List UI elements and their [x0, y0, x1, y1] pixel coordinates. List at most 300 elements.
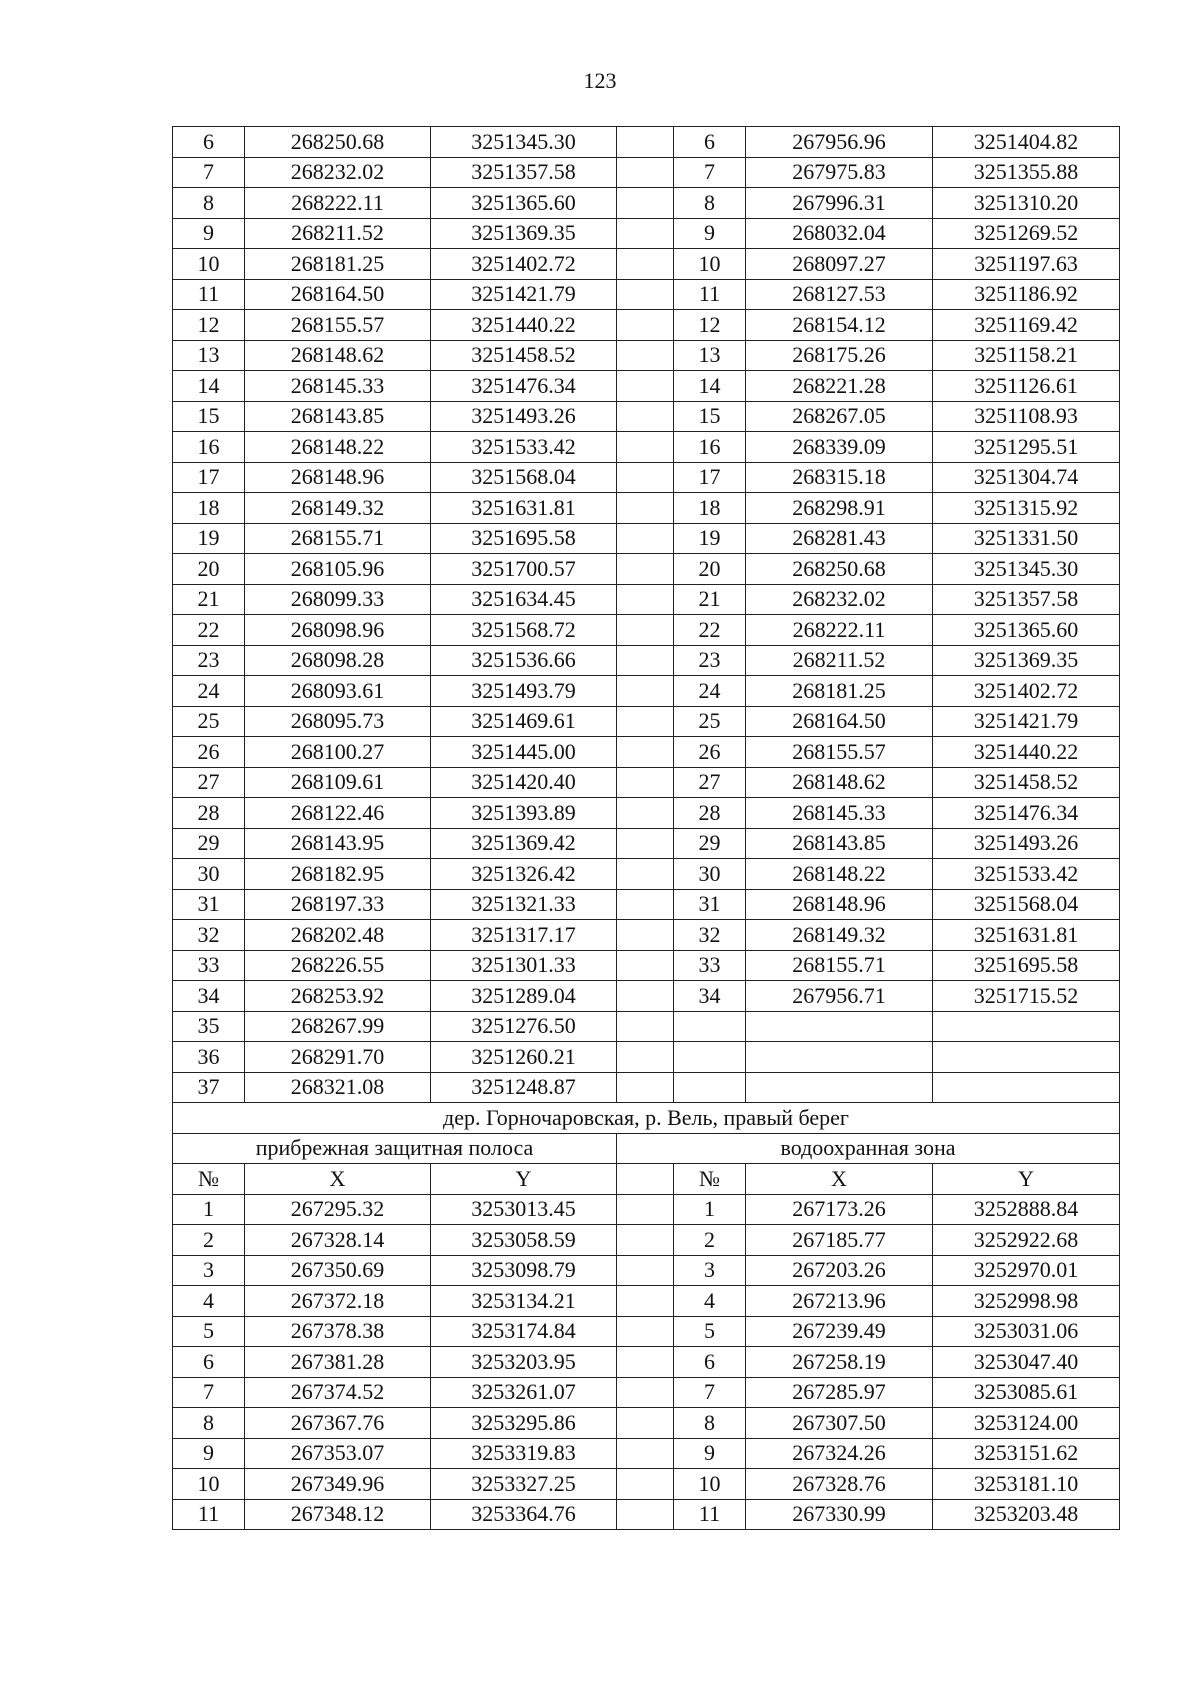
x-coordinate-cell: 268267.99	[245, 1011, 431, 1042]
spacer-cell	[617, 1316, 674, 1347]
y-coordinate-cell: 3253085.61	[933, 1377, 1120, 1408]
point-number-cell: 4	[173, 1286, 245, 1317]
point-number-cell: 17	[173, 462, 245, 493]
point-number-cell: 25	[173, 706, 245, 737]
table-row	[173, 127, 1120, 158]
point-number-cell: 7	[173, 157, 245, 188]
point-number-cell: 19	[173, 523, 245, 554]
x-coordinate-cell: 268032.04	[746, 218, 933, 249]
point-number-cell: 26	[674, 737, 746, 768]
point-number-cell: 35	[173, 1011, 245, 1042]
table-row	[173, 798, 1120, 829]
point-number-cell: 10	[173, 1469, 245, 1500]
x-coordinate-cell: 268321.08	[245, 1072, 431, 1103]
point-number-cell: 10	[674, 249, 746, 280]
x-coordinate-cell	[746, 1042, 933, 1073]
spacer-cell	[617, 279, 674, 310]
table-row	[173, 1194, 1120, 1225]
point-number-cell: 8	[173, 1408, 245, 1439]
x-coordinate-cell: 267350.69	[245, 1255, 431, 1286]
y-coordinate-cell: 3251326.42	[431, 859, 617, 890]
point-number-cell: 34	[173, 981, 245, 1012]
y-coordinate-cell: 3253203.48	[933, 1499, 1120, 1530]
x-coordinate-cell: 268202.48	[245, 920, 431, 951]
point-number-cell: 17	[674, 462, 746, 493]
group-header-coastal-strip: прибрежная защитная полоса	[173, 1133, 617, 1164]
y-coordinate-cell: 3251568.72	[431, 615, 617, 646]
x-coordinate-cell: 268175.26	[746, 340, 933, 371]
point-number-cell: 22	[173, 615, 245, 646]
point-number-cell: 31	[674, 889, 746, 920]
spacer-cell	[617, 1255, 674, 1286]
section-title-row	[173, 1103, 1120, 1134]
point-number-cell: 2	[173, 1225, 245, 1256]
y-coordinate-cell: 3251458.52	[933, 767, 1120, 798]
point-number-cell: 27	[674, 767, 746, 798]
x-coordinate-cell: 268250.68	[746, 554, 933, 585]
y-coordinate-cell: 3251476.34	[933, 798, 1120, 829]
spacer-cell	[617, 554, 674, 585]
x-coordinate-cell: 268267.05	[746, 401, 933, 432]
y-coordinate-cell: 3251317.17	[431, 920, 617, 951]
x-coordinate-cell: 268148.22	[245, 432, 431, 463]
point-number-cell: 15	[173, 401, 245, 432]
x-coordinate-cell: 268145.33	[245, 371, 431, 402]
x-coordinate-cell: 268154.12	[746, 310, 933, 341]
spacer-cell	[617, 1194, 674, 1225]
point-number-cell: 15	[674, 401, 746, 432]
spacer-cell	[617, 1225, 674, 1256]
y-coordinate-cell: 3251402.72	[933, 676, 1120, 707]
y-coordinate-cell: 3251458.52	[431, 340, 617, 371]
point-number-cell: 33	[173, 950, 245, 981]
point-number-cell: 24	[173, 676, 245, 707]
y-coordinate-cell: 3251345.30	[431, 127, 617, 158]
x-coordinate-cell: 267378.38	[245, 1316, 431, 1347]
table-row	[173, 615, 1120, 646]
point-number-cell: 24	[674, 676, 746, 707]
x-coordinate-cell: 268164.50	[746, 706, 933, 737]
point-number-cell: 8	[674, 188, 746, 219]
point-number-cell: 21	[674, 584, 746, 615]
x-coordinate-cell: 267975.83	[746, 157, 933, 188]
point-number-cell: 9	[674, 218, 746, 249]
x-coordinate-cell: 267381.28	[245, 1347, 431, 1378]
x-coordinate-cell: 268148.96	[746, 889, 933, 920]
y-coordinate-cell: 3251695.58	[431, 523, 617, 554]
table-row	[173, 676, 1120, 707]
x-coordinate-cell	[746, 1072, 933, 1103]
spacer-cell	[617, 401, 674, 432]
point-number-cell: 14	[173, 371, 245, 402]
table-row	[173, 1042, 1120, 1073]
y-coordinate-cell	[933, 1072, 1120, 1103]
y-coordinate-cell: 3251197.63	[933, 249, 1120, 280]
spacer-cell	[617, 1286, 674, 1317]
point-number-cell: 29	[173, 828, 245, 859]
point-number-cell: 20	[674, 554, 746, 585]
x-coordinate-cell: 268148.62	[746, 767, 933, 798]
y-coordinate-cell: 3251568.04	[431, 462, 617, 493]
x-coordinate-cell: 268148.22	[746, 859, 933, 890]
spacer-cell	[617, 127, 674, 158]
x-coordinate-cell: 268339.09	[746, 432, 933, 463]
x-coordinate-cell: 267213.96	[746, 1286, 933, 1317]
y-coordinate-cell: 3253151.62	[933, 1438, 1120, 1469]
y-coordinate-cell: 3251289.04	[431, 981, 617, 1012]
y-coordinate-cell: 3253031.06	[933, 1316, 1120, 1347]
x-coordinate-cell: 268155.71	[245, 523, 431, 554]
point-number-cell: 3	[173, 1255, 245, 1286]
point-number-cell: 13	[173, 340, 245, 371]
x-coordinate-cell: 267330.99	[746, 1499, 933, 1530]
y-coordinate-cell	[933, 1042, 1120, 1073]
y-coordinate-cell: 3251421.79	[933, 706, 1120, 737]
table-row	[173, 279, 1120, 310]
column-header-y: Y	[933, 1164, 1120, 1195]
table-row	[173, 737, 1120, 768]
x-coordinate-cell: 268099.33	[245, 584, 431, 615]
spacer-cell	[617, 615, 674, 646]
table-row	[173, 493, 1120, 524]
table-row	[173, 157, 1120, 188]
table-row	[173, 1255, 1120, 1286]
x-coordinate-cell: 268253.92	[245, 981, 431, 1012]
y-coordinate-cell: 3251295.51	[933, 432, 1120, 463]
point-number-cell: 2	[674, 1225, 746, 1256]
spacer-cell	[617, 371, 674, 402]
point-number-cell: 10	[173, 249, 245, 280]
x-coordinate-cell: 267239.49	[746, 1316, 933, 1347]
y-coordinate-cell: 3253261.07	[431, 1377, 617, 1408]
x-coordinate-cell: 267185.77	[746, 1225, 933, 1256]
spacer-cell	[617, 645, 674, 676]
point-number-cell: 19	[674, 523, 746, 554]
point-number-cell: 7	[173, 1377, 245, 1408]
x-coordinate-cell: 268250.68	[245, 127, 431, 158]
table-row	[173, 950, 1120, 981]
x-coordinate-cell: 268221.28	[746, 371, 933, 402]
table-row	[173, 767, 1120, 798]
column-header-number: №	[674, 1164, 746, 1195]
table-row	[173, 340, 1120, 371]
spacer-cell	[617, 1469, 674, 1500]
group-header-row	[173, 1133, 1120, 1164]
spacer-cell	[617, 1499, 674, 1530]
point-number-cell: 7	[674, 1377, 746, 1408]
point-number-cell: 1	[674, 1194, 746, 1225]
point-number-cell: 27	[173, 767, 245, 798]
point-number-cell: 6	[674, 1347, 746, 1378]
column-header-x: X	[746, 1164, 933, 1195]
point-number-cell: 37	[173, 1072, 245, 1103]
x-coordinate-cell: 268232.02	[245, 157, 431, 188]
point-number-cell: 32	[674, 920, 746, 951]
table-row	[173, 920, 1120, 951]
point-number-cell: 30	[674, 859, 746, 890]
point-number-cell: 23	[674, 645, 746, 676]
column-header-row	[173, 1164, 1120, 1195]
spacer-cell	[617, 950, 674, 981]
x-coordinate-cell: 267324.26	[746, 1438, 933, 1469]
table-row	[173, 1499, 1120, 1530]
y-coordinate-cell: 3251420.40	[431, 767, 617, 798]
y-coordinate-cell: 3253098.79	[431, 1255, 617, 1286]
spacer-cell	[617, 889, 674, 920]
y-coordinate-cell: 3251404.82	[933, 127, 1120, 158]
column-header-y: Y	[431, 1164, 617, 1195]
point-number-cell: 33	[674, 950, 746, 981]
x-coordinate-cell: 268211.52	[245, 218, 431, 249]
point-number-cell: 10	[674, 1469, 746, 1500]
x-coordinate-cell: 268222.11	[245, 188, 431, 219]
x-coordinate-cell: 268098.28	[245, 645, 431, 676]
point-number-cell: 28	[674, 798, 746, 829]
table-row	[173, 706, 1120, 737]
y-coordinate-cell: 3251493.26	[431, 401, 617, 432]
point-number-cell: 29	[674, 828, 746, 859]
x-coordinate-cell: 268155.57	[245, 310, 431, 341]
y-coordinate-cell: 3251186.92	[933, 279, 1120, 310]
y-coordinate-cell: 3253364.76	[431, 1499, 617, 1530]
x-coordinate-cell: 268226.55	[245, 950, 431, 981]
spacer-cell	[617, 584, 674, 615]
point-number-cell: 11	[674, 1499, 746, 1530]
y-coordinate-cell: 3251568.04	[933, 889, 1120, 920]
point-number-cell: 7	[674, 157, 746, 188]
column-header-number: №	[173, 1164, 245, 1195]
x-coordinate-cell: 268145.33	[746, 798, 933, 829]
x-coordinate-cell: 268164.50	[245, 279, 431, 310]
x-coordinate-cell: 267996.31	[746, 188, 933, 219]
x-coordinate-cell: 268181.25	[245, 249, 431, 280]
point-number-cell: 6	[674, 127, 746, 158]
point-number-cell: 36	[173, 1042, 245, 1073]
point-number-cell: 26	[173, 737, 245, 768]
spacer-cell	[617, 767, 674, 798]
spacer-cell	[617, 1011, 674, 1042]
y-coordinate-cell: 3251440.22	[431, 310, 617, 341]
x-coordinate-cell	[746, 1011, 933, 1042]
y-coordinate-cell: 3251355.88	[933, 157, 1120, 188]
x-coordinate-cell: 268211.52	[746, 645, 933, 676]
point-number-cell: 11	[173, 1499, 245, 1530]
spacer-cell	[617, 859, 674, 890]
y-coordinate-cell: 3253295.86	[431, 1408, 617, 1439]
spacer-cell	[617, 310, 674, 341]
x-coordinate-cell: 268291.70	[245, 1042, 431, 1073]
spacer-cell	[617, 1377, 674, 1408]
x-coordinate-cell: 267328.76	[746, 1469, 933, 1500]
y-coordinate-cell: 3251169.42	[933, 310, 1120, 341]
point-number-cell: 4	[674, 1286, 746, 1317]
point-number-cell: 3	[674, 1255, 746, 1286]
x-coordinate-cell: 268143.95	[245, 828, 431, 859]
x-coordinate-cell: 267353.07	[245, 1438, 431, 1469]
table-row	[173, 1286, 1120, 1317]
spacer-cell	[617, 462, 674, 493]
y-coordinate-cell: 3251631.81	[933, 920, 1120, 951]
point-number-cell: 12	[674, 310, 746, 341]
y-coordinate-cell: 3251345.30	[933, 554, 1120, 585]
y-coordinate-cell: 3253058.59	[431, 1225, 617, 1256]
point-number-cell	[674, 1011, 746, 1042]
group-header-water-protection-zone: водоохранная зона	[617, 1133, 1120, 1164]
point-number-cell	[674, 1042, 746, 1073]
table-row	[173, 1316, 1120, 1347]
table-row	[173, 523, 1120, 554]
x-coordinate-cell: 268127.53	[746, 279, 933, 310]
x-coordinate-cell: 267956.71	[746, 981, 933, 1012]
x-coordinate-cell: 268105.96	[245, 554, 431, 585]
point-number-cell: 9	[173, 218, 245, 249]
y-coordinate-cell: 3251369.42	[431, 828, 617, 859]
y-coordinate-cell	[933, 1011, 1120, 1042]
spacer-cell	[617, 828, 674, 859]
point-number-cell: 30	[173, 859, 245, 890]
spacer-cell	[617, 1347, 674, 1378]
y-coordinate-cell: 3251276.50	[431, 1011, 617, 1042]
point-number-cell: 18	[674, 493, 746, 524]
table-row	[173, 188, 1120, 219]
x-coordinate-cell: 268281.43	[746, 523, 933, 554]
spacer-cell	[617, 1438, 674, 1469]
y-coordinate-cell: 3251310.20	[933, 188, 1120, 219]
point-number-cell: 11	[674, 279, 746, 310]
y-coordinate-cell: 3252970.01	[933, 1255, 1120, 1286]
y-coordinate-cell: 3251715.52	[933, 981, 1120, 1012]
y-coordinate-cell: 3253124.00	[933, 1408, 1120, 1439]
spacer-cell	[617, 249, 674, 280]
spacer-cell	[617, 981, 674, 1012]
spacer-cell	[617, 1408, 674, 1439]
x-coordinate-cell: 268095.73	[245, 706, 431, 737]
point-number-cell: 1	[173, 1194, 245, 1225]
x-coordinate-cell: 268155.71	[746, 950, 933, 981]
x-coordinate-cell: 268155.57	[746, 737, 933, 768]
y-coordinate-cell: 3252922.68	[933, 1225, 1120, 1256]
x-coordinate-cell: 268109.61	[245, 767, 431, 798]
y-coordinate-cell: 3251634.45	[431, 584, 617, 615]
y-coordinate-cell: 3251158.21	[933, 340, 1120, 371]
x-coordinate-cell: 267328.14	[245, 1225, 431, 1256]
y-coordinate-cell: 3251315.92	[933, 493, 1120, 524]
spacer-cell	[617, 188, 674, 219]
section-title: дер. Горночаровская, р. Вель, правый берег	[173, 1103, 1120, 1134]
y-coordinate-cell: 3251357.58	[933, 584, 1120, 615]
y-coordinate-cell: 3251700.57	[431, 554, 617, 585]
x-coordinate-cell: 268143.85	[245, 401, 431, 432]
x-coordinate-cell: 268181.25	[746, 676, 933, 707]
y-coordinate-cell: 3253047.40	[933, 1347, 1120, 1378]
x-coordinate-cell: 267348.12	[245, 1499, 431, 1530]
y-coordinate-cell: 3251269.52	[933, 218, 1120, 249]
point-number-cell: 8	[674, 1408, 746, 1439]
point-number-cell: 21	[173, 584, 245, 615]
spacer-cell	[617, 1042, 674, 1073]
x-coordinate-cell: 267372.18	[245, 1286, 431, 1317]
table-row	[173, 1072, 1120, 1103]
x-coordinate-cell: 268315.18	[746, 462, 933, 493]
x-coordinate-cell: 268148.96	[245, 462, 431, 493]
y-coordinate-cell: 3252888.84	[933, 1194, 1120, 1225]
table-row	[173, 432, 1120, 463]
y-coordinate-cell: 3251126.61	[933, 371, 1120, 402]
x-coordinate-cell: 267258.19	[746, 1347, 933, 1378]
table-row	[173, 1377, 1120, 1408]
spacer-cell	[617, 920, 674, 951]
y-coordinate-cell: 3251695.58	[933, 950, 1120, 981]
table-row	[173, 371, 1120, 402]
table-row	[173, 584, 1120, 615]
x-coordinate-cell: 268222.11	[746, 615, 933, 646]
table-row	[173, 1347, 1120, 1378]
y-coordinate-cell: 3251248.87	[431, 1072, 617, 1103]
spacer-cell	[617, 1164, 674, 1195]
y-coordinate-cell: 3251108.93	[933, 401, 1120, 432]
point-number-cell: 28	[173, 798, 245, 829]
table-row	[173, 981, 1120, 1012]
point-number-cell: 12	[173, 310, 245, 341]
spacer-cell	[617, 493, 674, 524]
y-coordinate-cell: 3251421.79	[431, 279, 617, 310]
table-row	[173, 828, 1120, 859]
point-number-cell: 5	[173, 1316, 245, 1347]
table-row	[173, 889, 1120, 920]
table-row	[173, 1438, 1120, 1469]
x-coordinate-cell: 268148.62	[245, 340, 431, 371]
spacer-cell	[617, 157, 674, 188]
y-coordinate-cell: 3253203.95	[431, 1347, 617, 1378]
point-number-cell: 9	[674, 1438, 746, 1469]
point-number-cell: 6	[173, 127, 245, 158]
x-coordinate-cell: 268149.32	[245, 493, 431, 524]
spacer-cell	[617, 523, 674, 554]
x-coordinate-cell: 267203.26	[746, 1255, 933, 1286]
point-number-cell	[674, 1072, 746, 1103]
y-coordinate-cell: 3251402.72	[431, 249, 617, 280]
point-number-cell: 25	[674, 706, 746, 737]
x-coordinate-cell: 268182.95	[245, 859, 431, 890]
x-coordinate-cell: 268093.61	[245, 676, 431, 707]
table-row	[173, 1469, 1120, 1500]
point-number-cell: 6	[173, 1347, 245, 1378]
y-coordinate-cell: 3251476.34	[431, 371, 617, 402]
table-row	[173, 1225, 1120, 1256]
x-coordinate-cell: 268232.02	[746, 584, 933, 615]
spacer-cell	[617, 798, 674, 829]
point-number-cell: 18	[173, 493, 245, 524]
y-coordinate-cell: 3251365.60	[431, 188, 617, 219]
point-number-cell: 32	[173, 920, 245, 951]
x-coordinate-cell: 268298.91	[746, 493, 933, 524]
y-coordinate-cell: 3253181.10	[933, 1469, 1120, 1500]
x-coordinate-cell: 268100.27	[245, 737, 431, 768]
y-coordinate-cell: 3251357.58	[431, 157, 617, 188]
spacer-cell	[617, 706, 674, 737]
page-number: 123	[583, 68, 617, 93]
x-coordinate-cell: 268098.96	[245, 615, 431, 646]
point-number-cell: 16	[173, 432, 245, 463]
spacer-cell	[617, 218, 674, 249]
x-coordinate-cell: 268097.27	[746, 249, 933, 280]
table-row	[173, 310, 1120, 341]
y-coordinate-cell: 3251533.42	[933, 859, 1120, 890]
y-coordinate-cell: 3253319.83	[431, 1438, 617, 1469]
x-coordinate-cell: 267295.32	[245, 1194, 431, 1225]
y-coordinate-cell: 3251533.42	[431, 432, 617, 463]
x-coordinate-cell: 267374.52	[245, 1377, 431, 1408]
